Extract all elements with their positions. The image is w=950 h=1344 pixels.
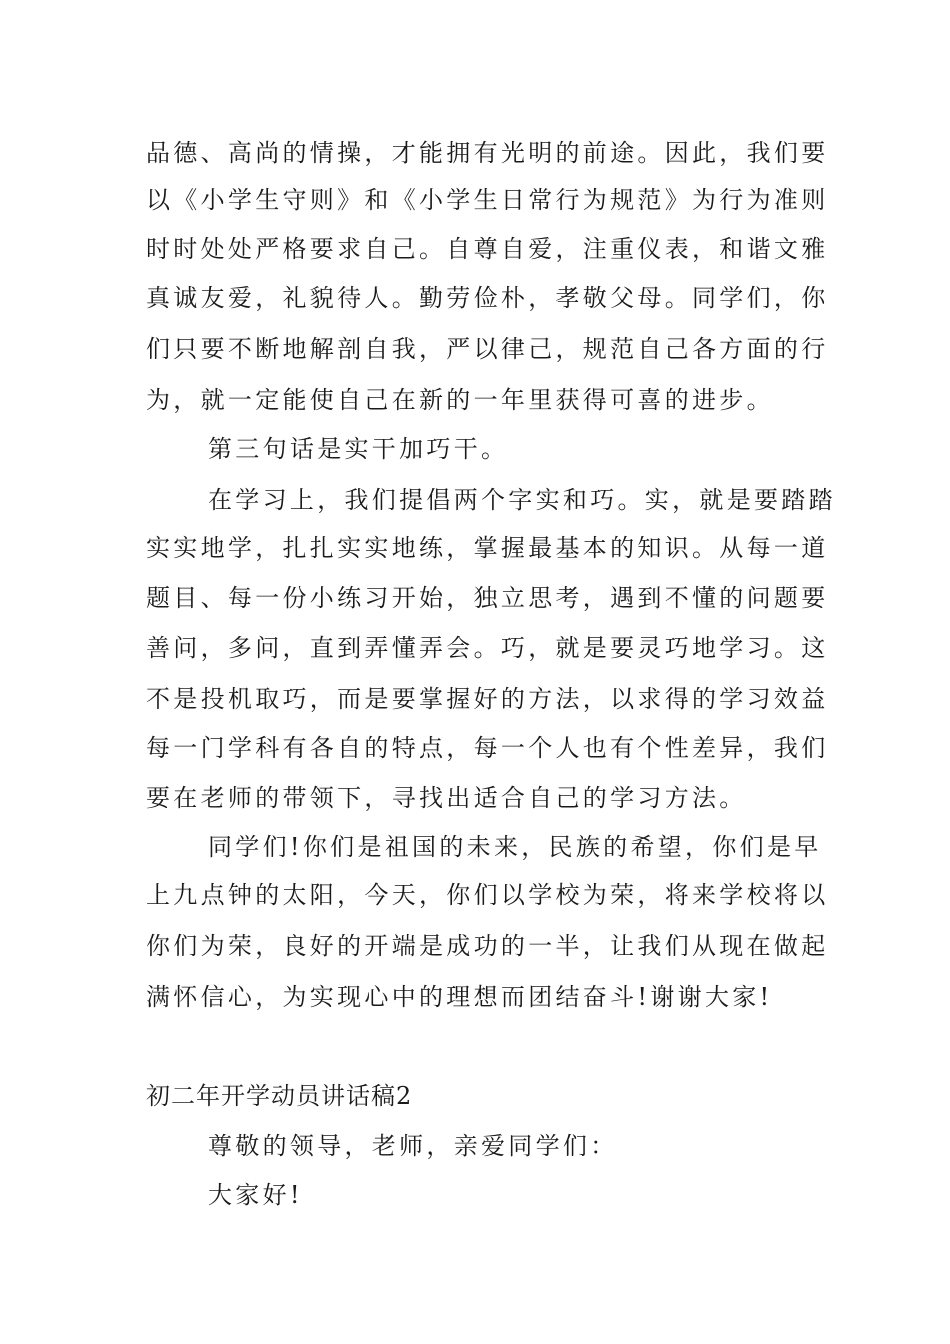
text-line: 你们为荣，良好的开端是成功的一半，让我们从现在做起 (146, 932, 829, 960)
text-line: 满怀信心，为实现心中的理想而团结奋斗!谢谢大家! (146, 983, 773, 1011)
text-line: 时时处处严格要求自己。自尊自爱，注重仪表，和谐文雅 (146, 235, 829, 263)
text-line: 在学习上，我们提倡两个字实和巧。实，就是要踏踏 (208, 486, 836, 514)
text-line: 为，就一定能使自己在新的一年里获得可喜的进步。 (146, 386, 774, 414)
text-line: 真诚友爱，礼貌待人。勤劳俭朴，孝敬父母。同学们，你 (146, 284, 829, 312)
text-line: 要在老师的带领下，寻找出适合自己的学习方法。 (146, 784, 747, 812)
text-line: 第三句话是实干加巧干。 (208, 435, 509, 463)
text-line: 上九点钟的太阳，今天，你们以学校为荣，将来学校将以 (146, 881, 829, 909)
text-line: 以《小学生守则》和《小学生日常行为规范》为行为准则 (146, 186, 829, 214)
text-line: 不是投机取巧，而是要掌握好的方法，以求得的学习效益 (146, 685, 829, 713)
text-line: 同学们!你们是祖国的未来，民族的希望，你们是早 (208, 833, 822, 861)
text-line: 品德、高尚的情操，才能拥有光明的前途。因此，我们要 (146, 139, 829, 167)
section-title: 初二年开学动员讲话稿2 (146, 1082, 413, 1110)
greeting: 大家好! (208, 1181, 303, 1209)
text-line: 善问，多问，直到弄懂弄会。巧，就是要灵巧地学习。这 (146, 634, 829, 662)
text-line: 每一门学科有各自的特点，每一个人也有个性差异，我们 (146, 734, 829, 762)
text-line: 实实地学，扎扎实实地练，掌握最基本的知识。从每一道 (146, 534, 829, 562)
text-line: 题目、每一份小练习开始，独立思考，遇到不懂的问题要 (146, 584, 829, 612)
salutation: 尊敬的领导，老师，亲爱同学们： (208, 1132, 618, 1160)
text-line: 们只要不断地解剖自我，严以律己，规范自己各方面的行 (146, 335, 829, 363)
